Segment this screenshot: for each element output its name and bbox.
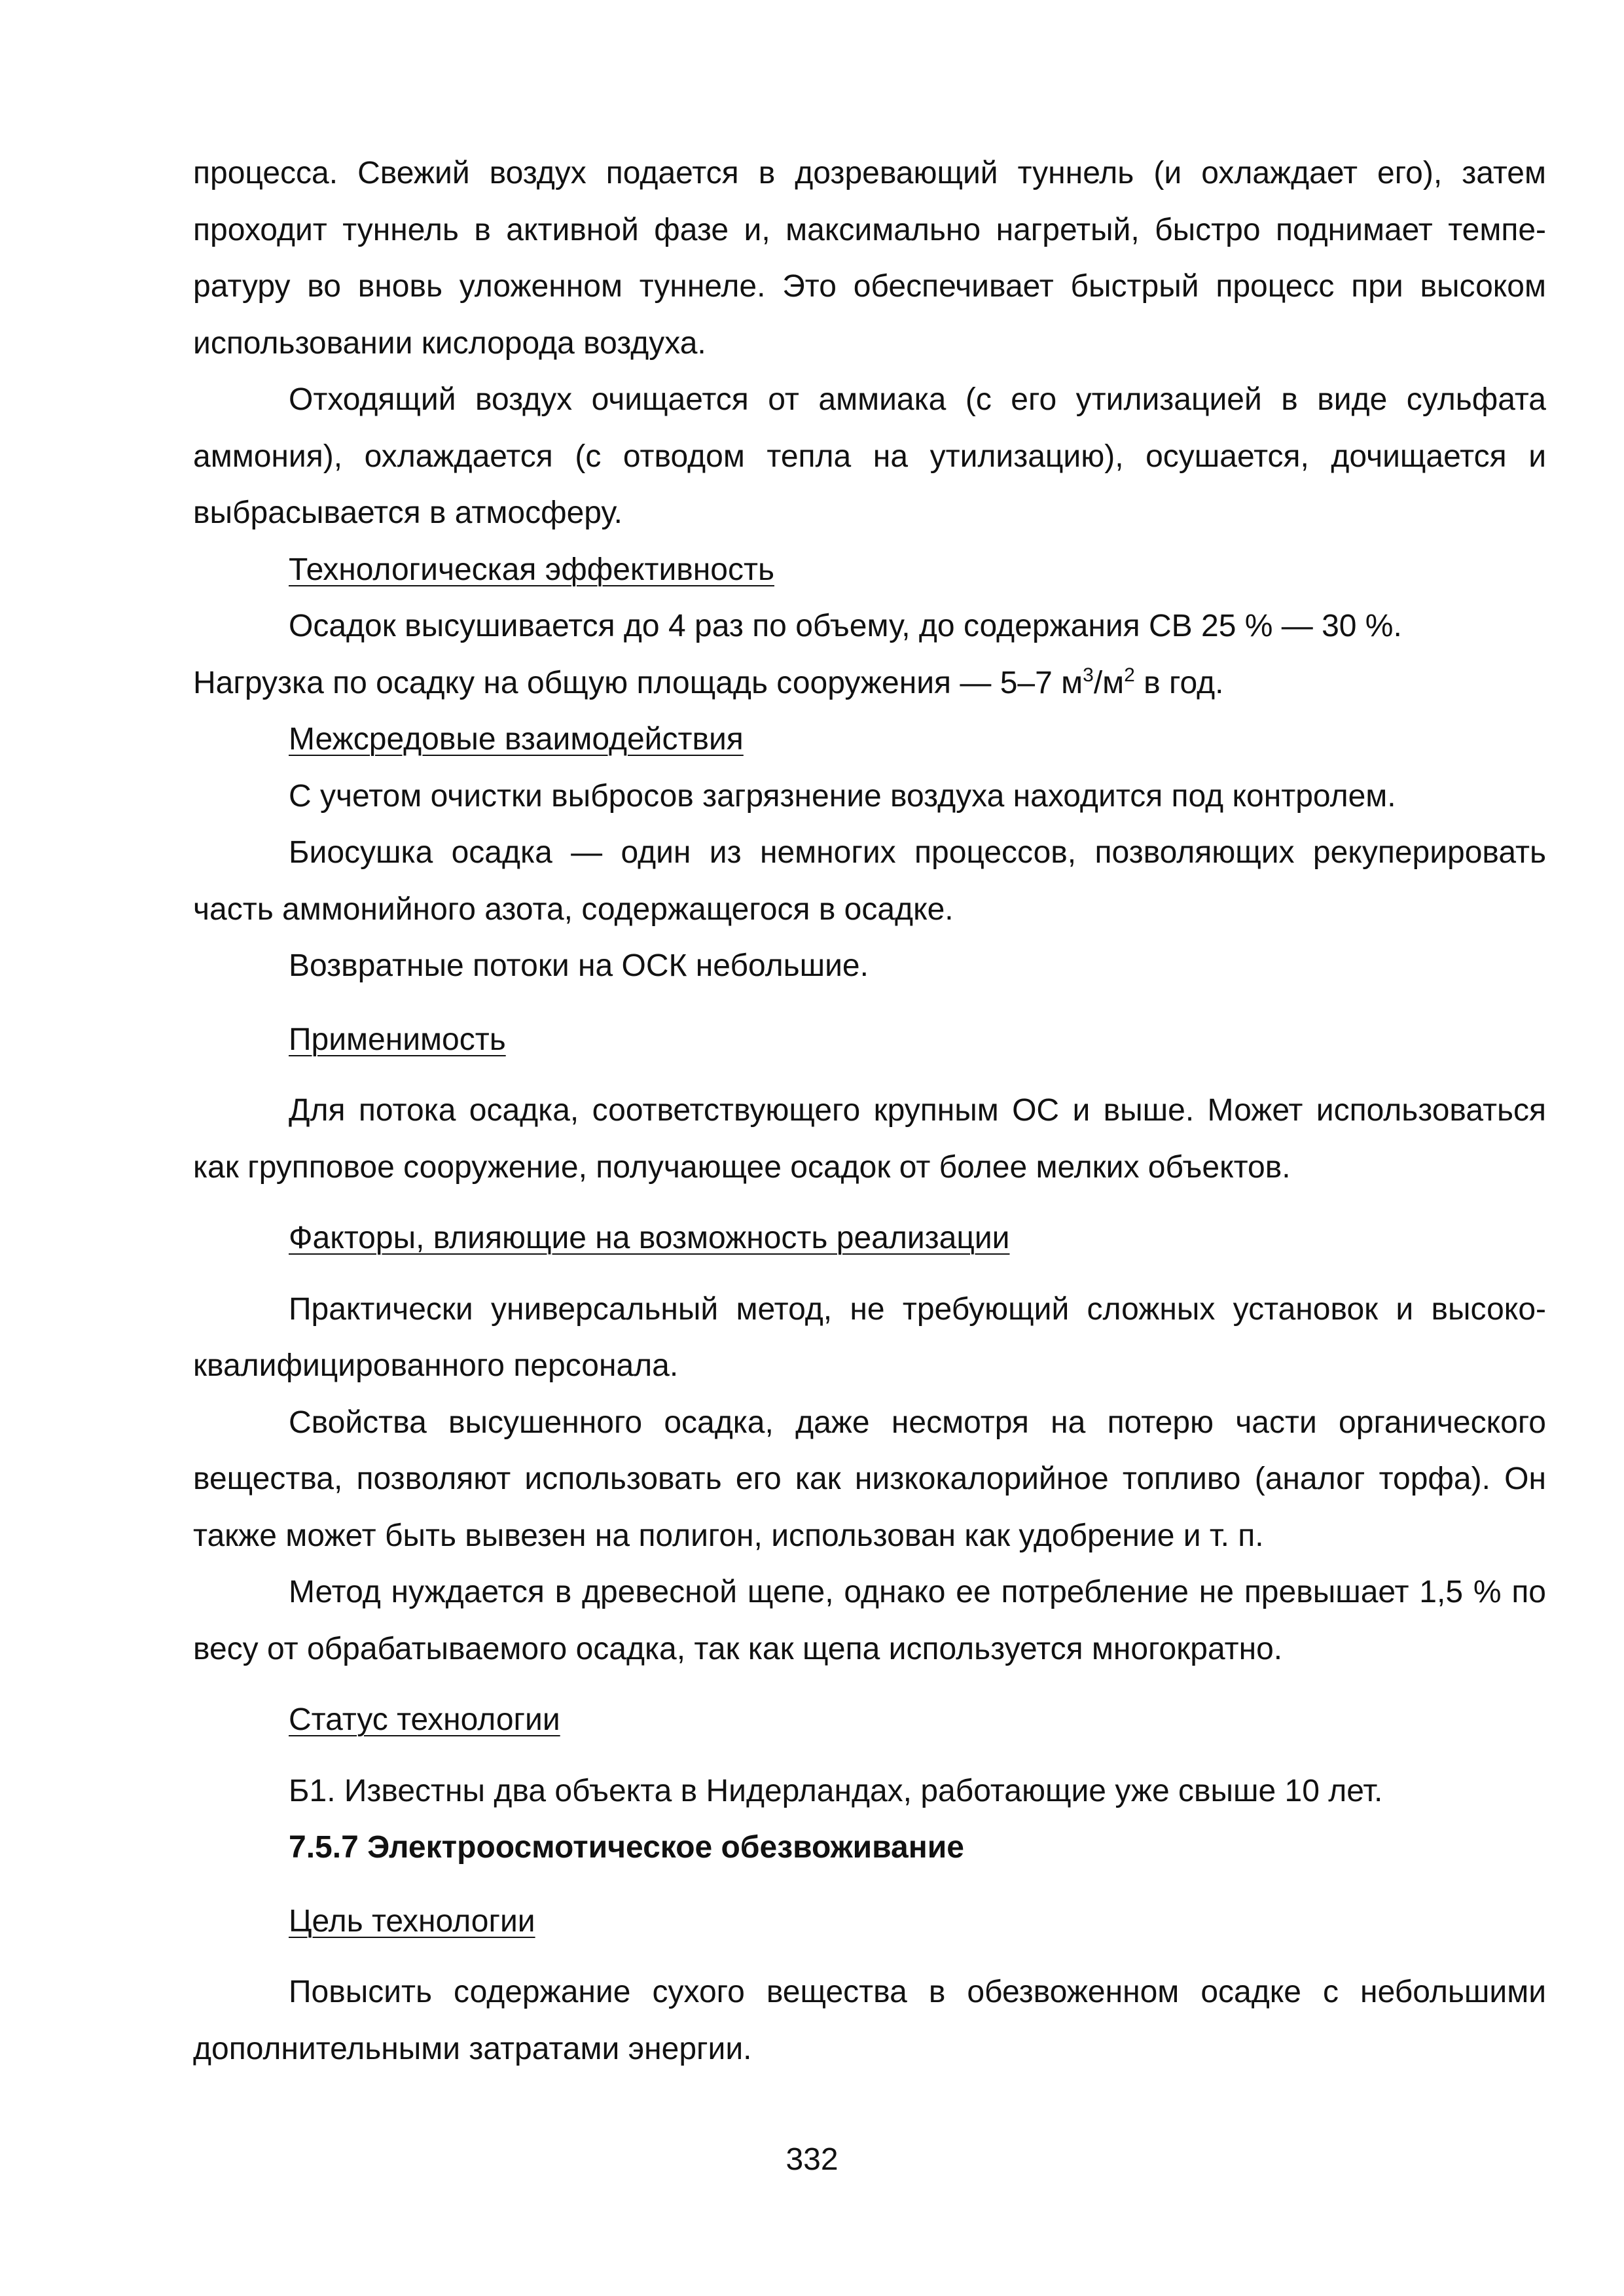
paragraph: Возвратные потоки на ОСК небольшие. [289,948,869,983]
load-unit: /м [1093,665,1125,700]
page-number: 332 [785,2142,839,2177]
subheading-applicability: Применимость [289,1022,506,1057]
subheading-cross-media-effects: Межсредовые взаимодействия [289,722,744,757]
paragraph: Практически универсальный метод, не требующий сложных установок и высококвалифицированного персонала. [193,1291,1546,1383]
load-text: Нагрузка по осадку на общую площадь сооружения — 5–7 м [193,665,1083,700]
paragraph: Осадок высушивается до 4 раз по объему, до содержания СВ 25 % — 30 %. [289,609,1402,643]
subheading-technological-efficiency: Технологическая эффективность [289,552,774,587]
superscript-2: 2 [1124,664,1135,686]
paragraph: Свойства высушенного осадка, даже несмотря на потерю части органического вещества, позволяют использовать его как низкокалорийное топливо (аналог торфа). Он также может быть вывезен на полигон, использован как удобрение и т. п. [193,1405,1546,1553]
paragraph: Б1. Известны два объекта в Нидерландах, работающие уже свыше 10 лет. [289,1773,1383,1808]
paragraph: С учетом очистки выбросов загрязнение воздуха находится под контролем. [289,778,1396,814]
subheading-technology-goal: Цель технологии [289,1903,535,1939]
superscript-3: 3 [1083,664,1094,686]
document-body [193,145,1546,2077]
subheading-technology-status: Статус технологии [289,1702,560,1737]
paragraph: Метод нуждается в древесной щепе, однако ее потребление не превышает 1,5 % по весу от обрабатываемого осадка, так как щепа используется многократно. [193,1575,1546,1666]
section-heading: 7.5.7 Электроосмотическое обезвоживание [289,1830,964,1865]
paragraph: процесса. Свежий воздух подается в дозревающий туннель (и охлаждает его), затем проходит туннель в активной фазе и, максимально нагретый, быстро поднимает температуру во вновь уложенном туннеле. Это обеспечивает быстрый процесс при высоком использовании кислорода воздуха. [193,156,1546,361]
paragraph: Отходящий воздух очищается от аммиака (с его утилизацией в виде сульфата аммония), охлаждается (с отводом тепла на утилизацию), осушается, дочищается и выбрасывается в атмосферу. [193,382,1546,530]
paragraph-load [193,655,1546,712]
paragraph: Для потока осадка, соответствующего крупным ОС и выше. Может использоваться как групповое сооружение, получающее осадок от более мелких объектов. [193,1093,1546,1185]
load-period: в год. [1134,665,1224,700]
subheading-implementation-factors: Факторы, влияющие на возможность реализации [289,1221,1010,1255]
paragraph: Биосушка осадка — один из немногих процессов, позволяющих рекуперировать часть аммонийного азота, содержащегося в осадке. [193,835,1546,927]
paragraph: Повысить содержание сухого вещества в обезвоженном осадке с небольшими дополнительными затратами энергии. [193,1975,1546,2066]
